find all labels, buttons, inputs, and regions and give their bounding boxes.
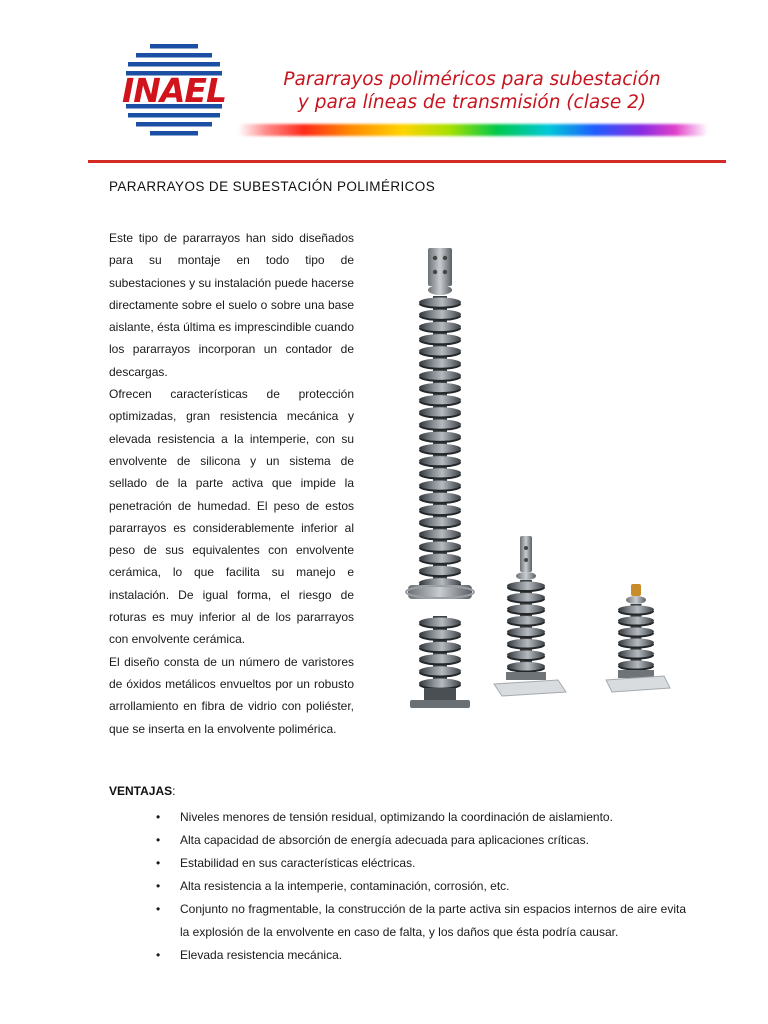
shed <box>507 616 545 625</box>
ventaja-text: Conjunto no fragmentable, la construcción de la parte activa sin espacios internos de aire evita la explosión de la envolvente en caso de falta, y los daños que ésta podría causar. <box>180 902 686 939</box>
shed <box>419 679 461 688</box>
header-divider <box>88 160 726 163</box>
medium-base <box>494 680 566 696</box>
shed <box>419 666 461 675</box>
bullet-icon: • <box>156 833 161 847</box>
ventaja-item <box>156 806 686 829</box>
ventaja-item <box>156 829 686 852</box>
shed <box>419 359 461 368</box>
bullet-icon: • <box>156 879 161 893</box>
shed <box>419 407 461 416</box>
shed <box>507 662 545 671</box>
shed <box>419 542 461 551</box>
inael-logo <box>100 40 248 140</box>
logo-text: INAEL <box>121 71 227 110</box>
bullet-icon: • <box>156 902 161 916</box>
paragraph-1: Este tipo de pararrayos han sido diseñados para su montaje en todo tipo de subestaciones y su instalación puede hacerse directamente sobre el suelo o sobre una base aislante, ésta última es imprescindible cuando los pararrayos incorporan un contador de descargas. <box>109 231 354 379</box>
shed <box>419 642 461 651</box>
top-bracket <box>428 248 452 286</box>
ventaja-text: Elevada resistencia mecánica. <box>180 947 343 962</box>
shed <box>419 371 461 380</box>
paragraph-2: Ofrecen características de protección optimizadas, gran resistencia mecánica y elevada resistencia a la intemperie, con su envolvente de silicona y un sistema de sellado de la parte activa que impide la penetración de humedad. El peso de estos pararrayos es considerablemente inferior al peso de sus equivalentes con envolvente cerámica, lo que facilita su manejo e instalación. De igual forma, el riesgo de roturas es muy inferior al de los pararrayos con envolvente cerámica. <box>109 387 354 647</box>
paragraph-3: El diseño consta de un número de varistores de óxidos metálicos envueltos por un robusto arrollamiento en fibra de vidrio con poliéster, que se inserta en la envolvente polimérica. <box>109 654 354 736</box>
section-heading: PARARRAYOS DE SUBESTACIÓN POLIMÉRICOS <box>109 179 436 194</box>
ventaja-item <box>156 852 686 875</box>
ventaja-item <box>156 875 686 898</box>
tall-arrester <box>406 248 474 708</box>
small-base <box>606 676 670 692</box>
shed <box>419 493 461 502</box>
ventaja-text: Niveles menores de tensión residual, optimizando la coordinación de aislamiento. <box>180 810 613 824</box>
ventaja-text: Alta resistencia a la intemperie, contaminación, corrosión, etc. <box>180 879 510 893</box>
shed <box>419 444 461 453</box>
shed <box>419 395 461 404</box>
shed <box>618 617 654 625</box>
shed <box>419 346 461 355</box>
shed <box>419 432 461 441</box>
shed <box>419 298 461 307</box>
ventajas-list <box>156 806 686 967</box>
shed <box>618 606 654 614</box>
shed <box>419 334 461 343</box>
ventaja-text: Alta capacidad de absorción de energía adecuada para aplicaciones críticas. <box>180 833 589 847</box>
shed <box>618 661 654 669</box>
shed <box>618 639 654 647</box>
rainbow-stripe <box>238 124 708 136</box>
ventaja-item <box>156 944 686 967</box>
shed <box>419 383 461 392</box>
surge-arrester-illustration <box>388 240 688 740</box>
shed <box>507 627 545 636</box>
shed <box>419 322 461 331</box>
body-text <box>109 227 354 740</box>
shed <box>507 639 545 648</box>
shed <box>419 505 461 514</box>
title-line-2: y para líneas de transmisión (clase 2) <box>297 92 647 113</box>
ventaja-text: Estabilidad en sus características eléctricas. <box>180 856 416 870</box>
shed <box>618 628 654 636</box>
small-arrester <box>606 584 670 692</box>
shed <box>419 310 461 319</box>
shed <box>419 468 461 477</box>
shed <box>507 650 545 659</box>
shed <box>419 566 461 575</box>
medium-arrester <box>494 536 566 696</box>
base-plate <box>410 700 470 708</box>
shed <box>419 456 461 465</box>
shed <box>419 481 461 490</box>
shed <box>419 630 461 639</box>
shed <box>419 529 461 538</box>
shed <box>507 604 545 613</box>
shed <box>419 420 461 429</box>
bullet-icon: • <box>156 856 161 870</box>
shed <box>419 554 461 563</box>
shed <box>618 650 654 658</box>
ventaja-item <box>156 898 686 943</box>
page-title <box>262 68 682 114</box>
bullet-icon: • <box>156 810 161 824</box>
terminal <box>631 584 641 596</box>
bullet-icon: • <box>156 947 161 962</box>
shed <box>419 654 461 663</box>
title-line-1: Pararrayos poliméricos para subestación <box>283 69 661 90</box>
ventajas-label: VENTAJAS: <box>109 784 176 798</box>
shed <box>507 581 545 590</box>
shed <box>419 517 461 526</box>
shed <box>419 618 461 627</box>
shed <box>507 593 545 602</box>
